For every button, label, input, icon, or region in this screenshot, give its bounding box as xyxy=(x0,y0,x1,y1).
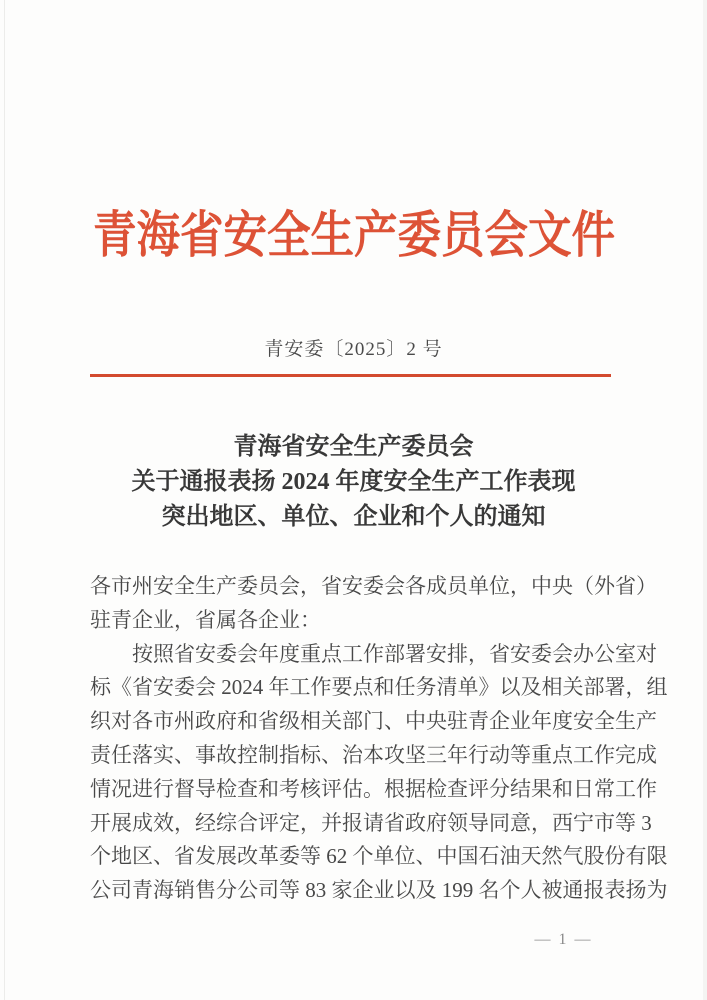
body-line: 各市州安全生产委员会，省安委会各成员单位，中央（外省） xyxy=(90,574,657,598)
body-line: 开展成效，经综合评定，并报请省政府领导同意，西宁市等 3 xyxy=(90,810,652,835)
body-line: 织对各市州政府和省级相关部门、中央驻青企业年度安全生产 xyxy=(90,709,657,734)
document-body xyxy=(90,570,668,908)
body-line: 情况进行督导检查和考核评估。根据检查评分结果和日常工作 xyxy=(90,776,657,801)
page-number: — 1 — xyxy=(534,931,593,948)
document-title-line-1: 青海省安全生产委员会 xyxy=(233,434,474,460)
document-number: 青安委〔2025〕2 号 xyxy=(264,339,443,360)
red-divider-line xyxy=(90,374,611,377)
document-header-title xyxy=(0,205,707,265)
body-line: 个地区、省发展改革委等 62 个单位、中国石油天然气股份有限 xyxy=(90,844,668,869)
body-line: 责任落实、事故控制指标、治本攻坚三年行动等重点工作完成 xyxy=(90,742,657,767)
body-line: 公司青海销售分公司等 83 家企业以及 199 名个人被通报表扬为 xyxy=(90,878,668,903)
body-line: 按照省安委会年度重点工作部署安排，省安委会办公室对 xyxy=(90,641,657,666)
document-header-title-text: 青海省安全生产委员会文件 xyxy=(92,207,615,263)
document-title-line-3: 突出地区、单位、企业和个人的通知 xyxy=(161,504,546,530)
body-line: 标《省安委会 2024 年工作要点和任务清单》以及相关部署，组 xyxy=(90,675,668,700)
document-title xyxy=(0,430,707,535)
document-title-line-2: 关于通报表扬 2024 年度安全生产工作表现 xyxy=(131,469,576,495)
body-line: 驻青企业，省属各企业： xyxy=(90,607,321,632)
